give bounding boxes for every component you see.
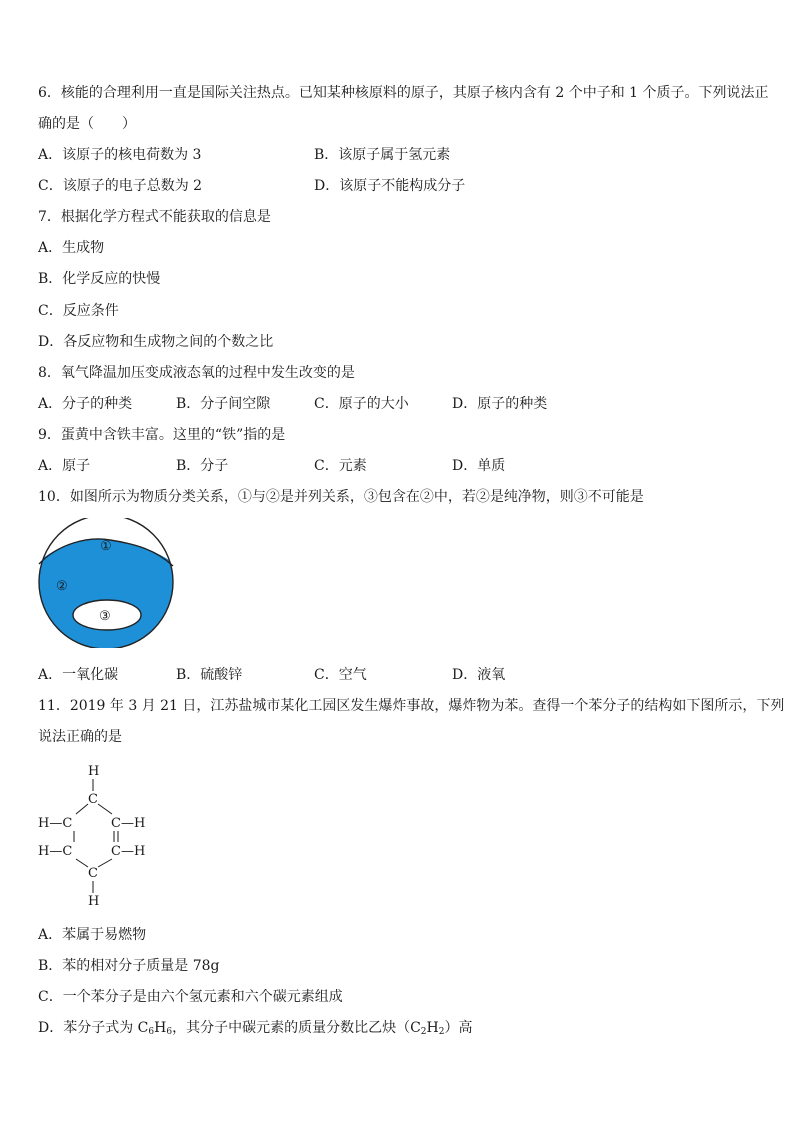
q9-option-b: B．分子 [176,458,229,474]
q11-stem-line1: 11．2019 年 3 月 21 日，江苏盐城市某化工园区发生爆炸事故，爆炸物为苯。查得一个苯分子的结构如下图所示，下列 [38,698,785,714]
q6-option-c: C．该原子的电子总数为 2 [38,178,203,194]
q11-d-text-2: H [154,1020,167,1036]
q10-option-a: A．一氧化碳 [38,667,119,683]
q10-stem: 10．如图所示为物质分类关系，①与②是并列关系，③包含在②中，若②是纯净物，则③不可能是 [38,489,644,505]
atom-left-lower: H—C [38,844,73,859]
q11-d-text-5: ）高 [444,1020,473,1036]
q9-option-d: D．单质 [452,458,506,474]
q11-d-sub-3: 2 [420,1027,427,1037]
bond-top-right [98,804,112,814]
benzene-structure-diagram [34,760,164,910]
q11-option-d [38,1019,472,1037]
q11-d-text-3: ，其分子中碳元素的质量分数比乙炔（C [172,1020,421,1036]
atom-right-lower: C—H [111,844,146,859]
q8-option-c: C．原子的大小 [314,396,409,412]
q10-option-c: C．空气 [314,667,367,683]
q11-d-sub-2: 6 [166,1027,173,1037]
q6-option-b: B．该原子属于氢元素 [314,147,451,163]
bond-bottom-right [98,859,112,867]
q7-option-a: A．生成物 [38,240,105,256]
atom-top-c: C [88,792,98,807]
atom-bottom-h: H [88,894,100,909]
bond-top-left [76,804,88,814]
q8-stem: 8．氧气降温加压变成液态氧的过程中发生改变的是 [38,365,355,381]
q11-d-sub-1: 6 [148,1027,155,1037]
q11-d-text-1: D．苯分子式为 C [38,1020,149,1036]
q8-option-d: D．原子的种类 [452,396,548,412]
q11-d-text-4: H [426,1020,439,1036]
q10-option-d: D．液氧 [452,667,506,683]
classification-diagram [36,518,178,648]
q6-option-a: A．该原子的核电荷数为 3 [38,147,202,163]
q9-stem: 9．蛋黄中含铁丰富。这里的“铁”指的是 [38,427,286,443]
q9-option-a: A．原子 [38,458,91,474]
q6-stem-line1: 6．核能的合理利用一直是国际关注热点。已知某种核原料的原子，其原子核内含有 2 个中子和 1 个质子。下列说法正 [38,85,769,101]
q8-option-a: A．分子的种类 [38,396,133,412]
atom-right-upper: C—H [111,816,146,831]
q11-stem-line2: 说法正确的是 [38,729,122,745]
q11-option-a: A．苯属于易燃物 [38,927,147,943]
bond-bottom-left [76,859,88,867]
label-region-3: ③ [99,609,111,624]
q11-option-c: C．一个苯分子是由六个氢元素和六个碳元素组成 [38,989,343,1005]
q6-stem-line2: 确的是（ ） [38,116,136,132]
q11-option-b: B．苯的相对分子质量是 78g [38,958,220,974]
q7-stem: 7．根据化学方程式不能获取的信息是 [38,209,271,225]
atom-left-upper: H—C [38,816,73,831]
q6-option-d: D．该原子不能构成分子 [314,178,466,194]
atom-top-h: H [88,764,100,779]
q7-option-b: B．化学反应的快慢 [38,271,161,287]
q7-option-c: C．反应条件 [38,303,119,319]
q8-option-b: B．分子间空隙 [176,396,271,412]
q9-option-c: C．元素 [314,458,367,474]
label-region-1: ① [100,539,112,554]
q10-option-b: B．硫酸锌 [176,667,243,683]
atom-bottom-c: C [88,866,98,881]
q11-d-sub-4: 2 [438,1027,445,1037]
label-region-2: ② [56,579,68,594]
q7-option-d: D．各反应物和生成物之间的个数之比 [38,334,274,350]
